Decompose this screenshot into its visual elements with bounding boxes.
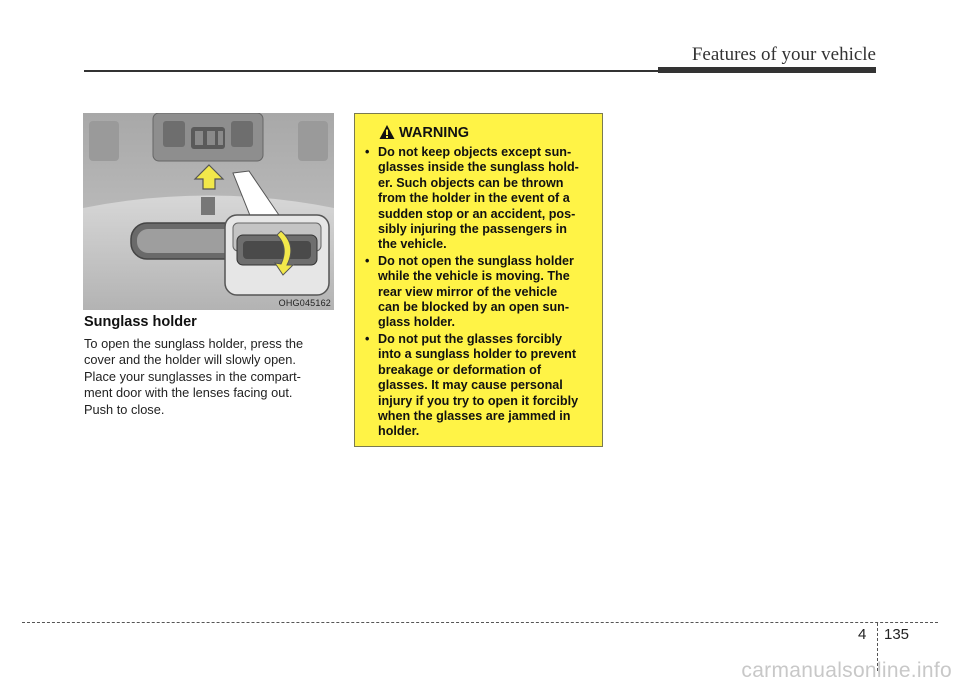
header-title: Features of your vehicle — [691, 44, 876, 65]
header-rule-accent — [658, 67, 876, 73]
warning-title: WARNING — [399, 125, 470, 141]
warning-item — [363, 145, 595, 253]
footer-rule — [22, 622, 938, 623]
chapter-number: 4 — [858, 626, 867, 643]
header-rule — [84, 70, 658, 72]
page-number: 135 — [884, 626, 910, 643]
warning-item-text: Do not put the glasses forcibly into a sunglass holder to prevent breakage or deformation of glasses. It may cause personal injury if you try to open it forcibly when the glasses are jammed in holder. — [378, 331, 579, 439]
warning-item — [363, 254, 595, 331]
watermark: carmanualsonline.info — [741, 659, 952, 682]
warning-item-text: Do not open the sunglass holder while the vehicle is moving. The rear view mirror of the vehicle can be blocked by an open sun- glass holder. — [378, 253, 574, 330]
section-heading: Sunglass holder — [84, 314, 197, 330]
bullet: • — [365, 331, 370, 346]
warning-list — [363, 145, 595, 441]
overhead-console-illustration — [83, 113, 334, 310]
figure-code: OHG045162 — [278, 298, 331, 308]
warning-triangle-icon — [379, 124, 395, 140]
section-body: To open the sunglass holder, press the cover and the holder will slowly open. Place your sunglasses in the compart- ment door with the lenses facing out. Push to close. — [84, 336, 304, 417]
bullet: • — [365, 253, 370, 268]
sunglass-holder-figure — [83, 113, 334, 310]
bullet: • — [365, 145, 370, 159]
warning-box — [354, 113, 603, 447]
warning-item-text: Do not keep objects except sun- glasses inside the sunglass hold- er. Such objects can be thrown from the holder in the event of a sudden stop or an accident, pos- sibly injuring the passengers in the vehicle. — [378, 145, 579, 252]
warning-item — [363, 332, 595, 440]
